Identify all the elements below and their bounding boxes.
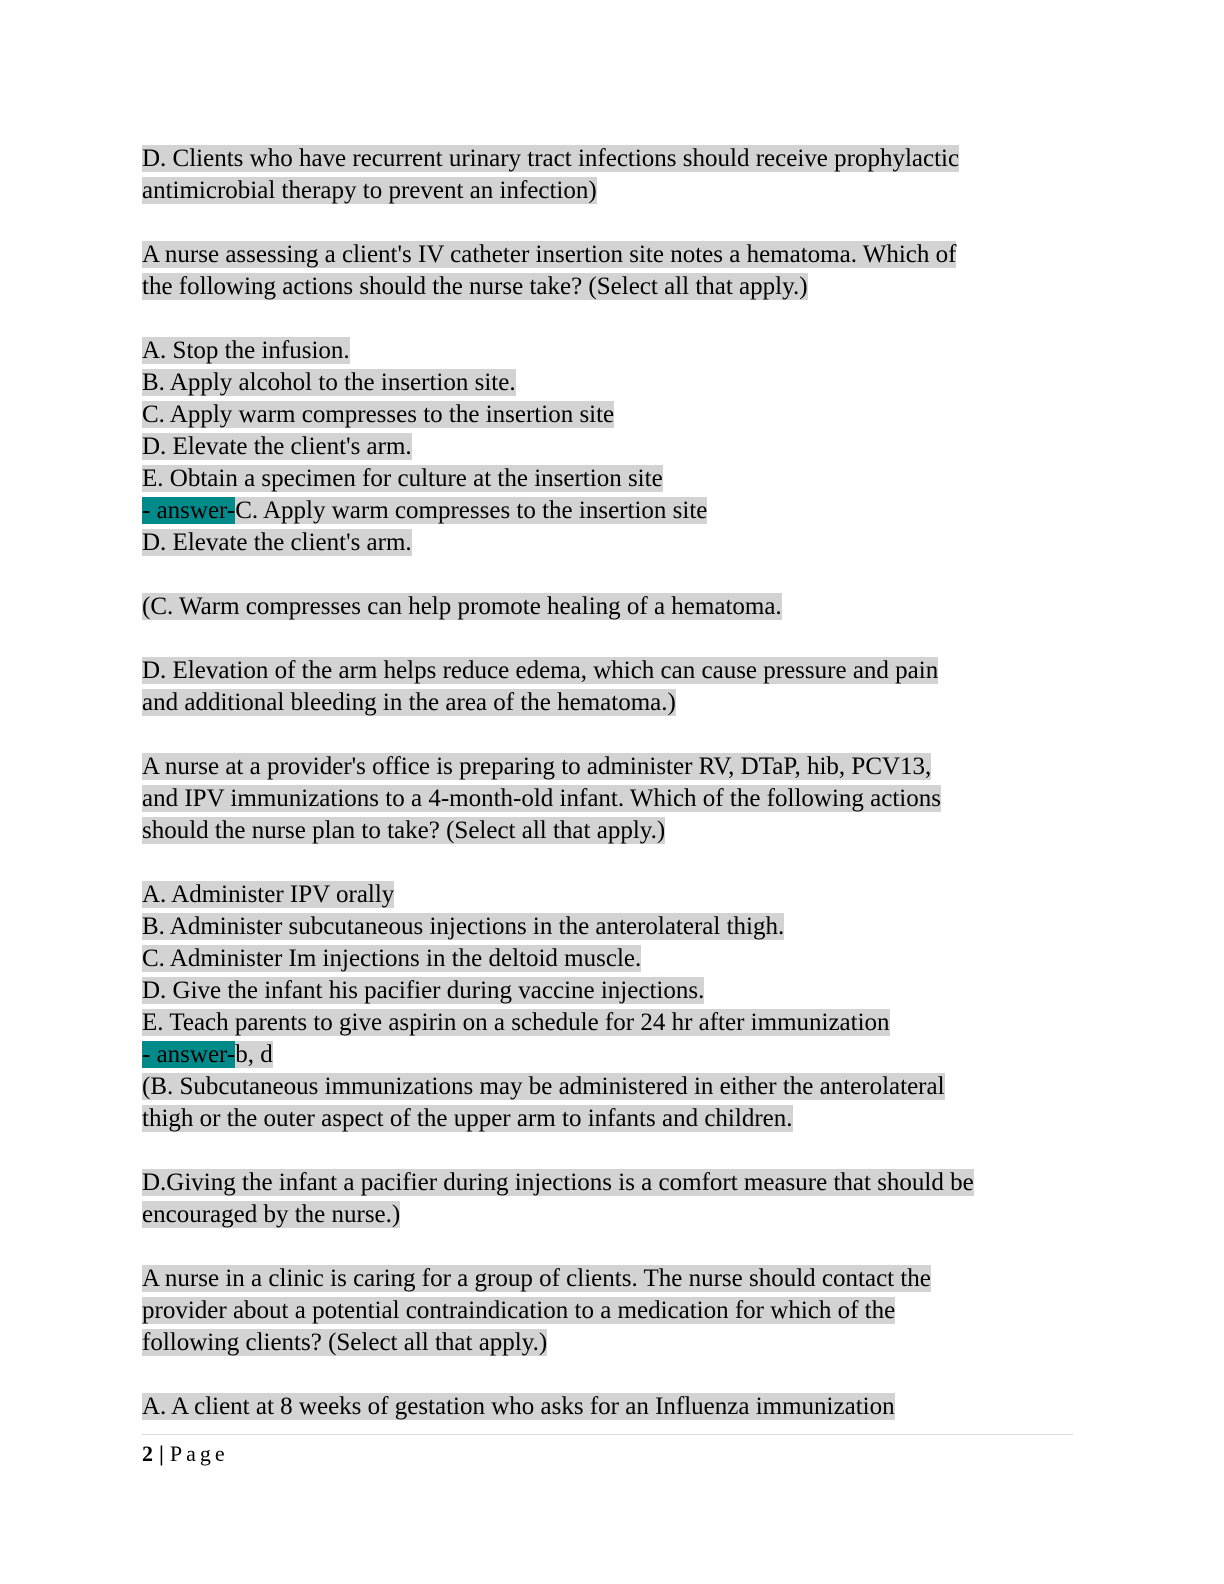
text-line [142,431,1082,463]
highlighted-text: B. Administer subcutaneous injections in the anterolateral thigh. [142,913,785,940]
paragraph-gap [142,303,1082,335]
paragraph-gap [142,719,1082,751]
highlighted-text: (B. Subcutaneous immunizations may be administered in either the anterolateral [142,1073,945,1100]
text-line [142,591,1082,623]
highlighted-text: and additional bleeding in the area of the hematoma.) [142,689,676,716]
text-line [142,975,1082,1007]
highlighted-text: thigh or the outer aspect of the upper arm to infants and children. [142,1105,793,1132]
text-line [142,1263,1082,1295]
highlighted-text: A. Stop the infusion. [142,337,350,364]
text-line [142,943,1082,975]
paragraph-gap [142,1231,1082,1263]
highlighted-text: A nurse assessing a client's IV catheter insertion site notes a hematoma. Which of [142,241,957,268]
paragraph-gap [142,1359,1082,1391]
paragraph-gap [142,559,1082,591]
highlighted-text: A nurse at a provider's office is preparing to administer RV, DTaP, hib, PCV13, [142,753,932,780]
text-line [142,271,1082,303]
highlighted-text: C. Administer Im injections in the deltoid muscle. [142,945,642,972]
text-line [142,367,1082,399]
text-line [142,655,1082,687]
text-line [142,1007,1082,1039]
highlighted-text: and IPV immunizations to a 4-month-old infant. Which of the following actions [142,785,941,812]
text-line [142,1327,1082,1359]
text-line [142,527,1082,559]
highlighted-text: E. Obtain a specimen for culture at the insertion site [142,465,663,492]
highlighted-text: D. Clients who have recurrent urinary tract infections should receive prophylactic [142,145,960,172]
paragraph-gap [142,207,1082,239]
text-line [142,399,1082,431]
highlighted-text: D. Elevation of the arm helps reduce edema, which can cause pressure and pain [142,657,939,684]
highlighted-text: C. Apply warm compresses to the insertion site [235,497,708,524]
highlighted-text: A. A client at 8 weeks of gestation who asks for an Influenza immunization [142,1393,895,1420]
paragraph-gap [142,847,1082,879]
highlighted-text: D.Giving the infant a pacifier during injections is a comfort measure that should be [142,1169,974,1196]
highlighted-text: should the nurse plan to take? (Select all that apply.) [142,817,666,844]
highlighted-text: provider about a potential contraindication to a medication for which of the [142,1297,896,1324]
text-line [142,1103,1082,1135]
highlighted-text: C. Apply warm compresses to the insertion site [142,401,615,428]
footer-divider [142,1434,1073,1435]
text-line [142,751,1082,783]
highlighted-text: antimicrobial therapy to prevent an infection) [142,177,597,204]
highlighted-text: D. Elevate the client's arm. [142,529,412,556]
text-line [142,335,1082,367]
highlighted-text: (C. Warm compresses can help promote healing of a hematoma. [142,593,782,620]
paragraph-gap [142,1135,1082,1167]
highlighted-text: D. Elevate the client's arm. [142,433,412,460]
text-line [142,687,1082,719]
paragraph-gap [142,623,1082,655]
text-line [142,239,1082,271]
text-line [142,815,1082,847]
highlighted-text: A nurse in a clinic is caring for a group of clients. The nurse should contact the [142,1265,931,1292]
highlighted-text: encouraged by the nurse.) [142,1201,401,1228]
text-line [142,783,1082,815]
answer-marker: - answer- [142,1041,236,1068]
highlighted-text: the following actions should the nurse take? (Select all that apply.) [142,273,808,300]
footer-separator: | [159,1441,164,1466]
text-line [142,1167,1082,1199]
highlighted-text: D. Give the infant his pacifier during vaccine injections. [142,977,705,1004]
highlighted-text: b, d [235,1041,273,1068]
text-line [142,1039,1082,1071]
page-footer [142,1440,229,1468]
text-line [142,1071,1082,1103]
text-line [142,1391,1082,1423]
text-line [142,463,1082,495]
document-body [142,143,1082,1423]
highlighted-text: B. Apply alcohol to the insertion site. [142,369,516,396]
text-line [142,175,1082,207]
highlighted-text: A. Administer IPV orally [142,881,395,908]
answer-marker: - answer- [142,497,236,524]
text-line [142,143,1082,175]
highlighted-text: following clients? (Select all that apply.) [142,1329,548,1356]
page-label: Page [169,1441,229,1466]
text-line [142,1199,1082,1231]
highlighted-text: E. Teach parents to give aspirin on a schedule for 24 hr after immunization [142,1009,890,1036]
text-line [142,879,1082,911]
page-number: 2 [142,1441,153,1466]
text-line [142,911,1082,943]
text-line [142,495,1082,527]
text-line [142,1295,1082,1327]
